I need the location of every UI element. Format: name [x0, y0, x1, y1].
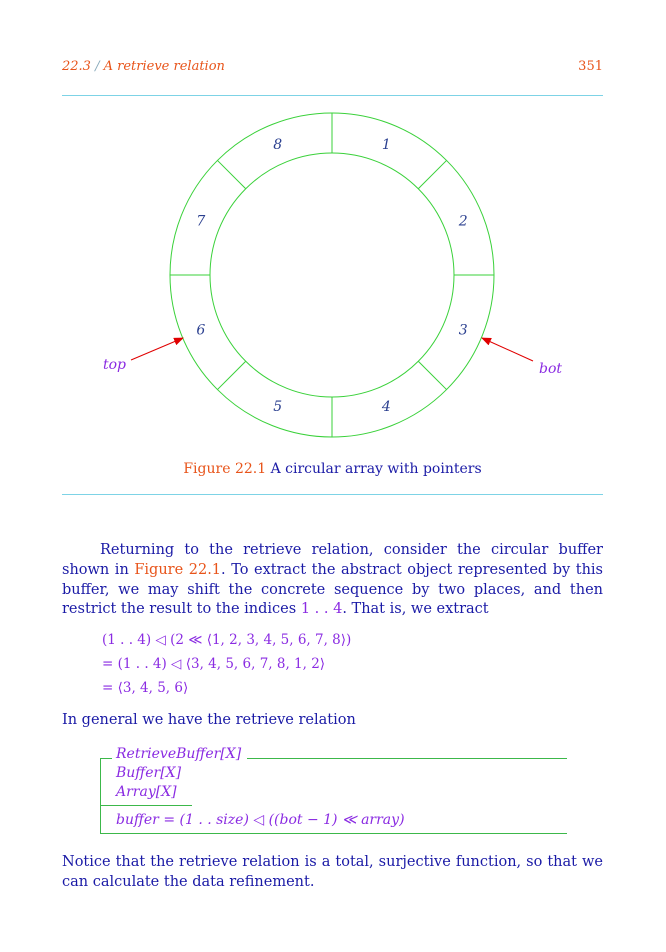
- figure-reference-link[interactable]: Figure 22.1: [134, 561, 222, 578]
- caption-text: A circular array with pointers: [270, 461, 482, 477]
- equation-line-3: = ⟨3, 4, 5, 6⟩: [102, 680, 189, 696]
- segment-label: 1: [381, 136, 391, 153]
- paragraph-conclusion: Notice that the retrieve relation is a total, surjective function, so that we can calculate the data refinement.: [62, 854, 603, 890]
- segment-divider: [217, 361, 245, 389]
- segment-label: 4: [381, 399, 391, 416]
- bot-pointer-arrow: [482, 338, 533, 361]
- segment-label: 2: [458, 213, 468, 230]
- circular-array-figure: [0, 0, 666, 470]
- segment-label: 8: [273, 136, 283, 153]
- retrieve-schema: [100, 744, 567, 836]
- schema-name: RetrieveBuffer[X]: [116, 746, 242, 762]
- segment-divider: [418, 361, 446, 389]
- equation-line-2: = (1 . . 4) ◁ ⟨3, 4, 5, 6, 7, 8, 1, 2⟩: [102, 656, 326, 672]
- segment-dividers: [170, 113, 494, 437]
- schema-declaration-array: Array[X]: [116, 784, 177, 800]
- figure-caption: [62, 461, 603, 477]
- segment-label: 6: [196, 322, 206, 339]
- top-pointer-label: top: [103, 357, 127, 373]
- paragraph-general: In general we have the retrieve relation: [62, 712, 356, 728]
- segment-divider: [217, 160, 245, 188]
- schema-predicate: buffer = (1 . . size) ◁ ((bot − 1) ≪ array): [116, 812, 405, 828]
- segment-divider: [418, 160, 446, 188]
- schema-declaration-buffer: Buffer[X]: [116, 765, 182, 781]
- paragraph-intro: Returning to the retrieve relation, consider the circular buffer shown in Figure 22.1. To extract the abstract object represented by this buffer, we may shift the concrete sequence by two places, and then restrict the result to the indices 1 . . 4. That is, we extract: [62, 542, 603, 618]
- page-number: 351: [578, 59, 603, 74]
- section-title: 22.3 / A retrieve relation: [62, 59, 225, 74]
- segment-label: 3: [458, 322, 468, 339]
- segment-label: 7: [196, 213, 206, 230]
- equation-line-1: (1 . . 4) ◁ (2 ≪ ⟨1, 2, 3, 4, 5, 6, 7, 8⟩): [102, 632, 352, 648]
- top-pointer-arrow: [131, 338, 183, 360]
- bot-pointer-label: bot: [539, 361, 563, 377]
- figure-rule: [62, 494, 603, 495]
- caption-label: Figure 22.1: [183, 461, 267, 477]
- segment-label: 5: [273, 399, 283, 416]
- segment-labels: [196, 137, 467, 415]
